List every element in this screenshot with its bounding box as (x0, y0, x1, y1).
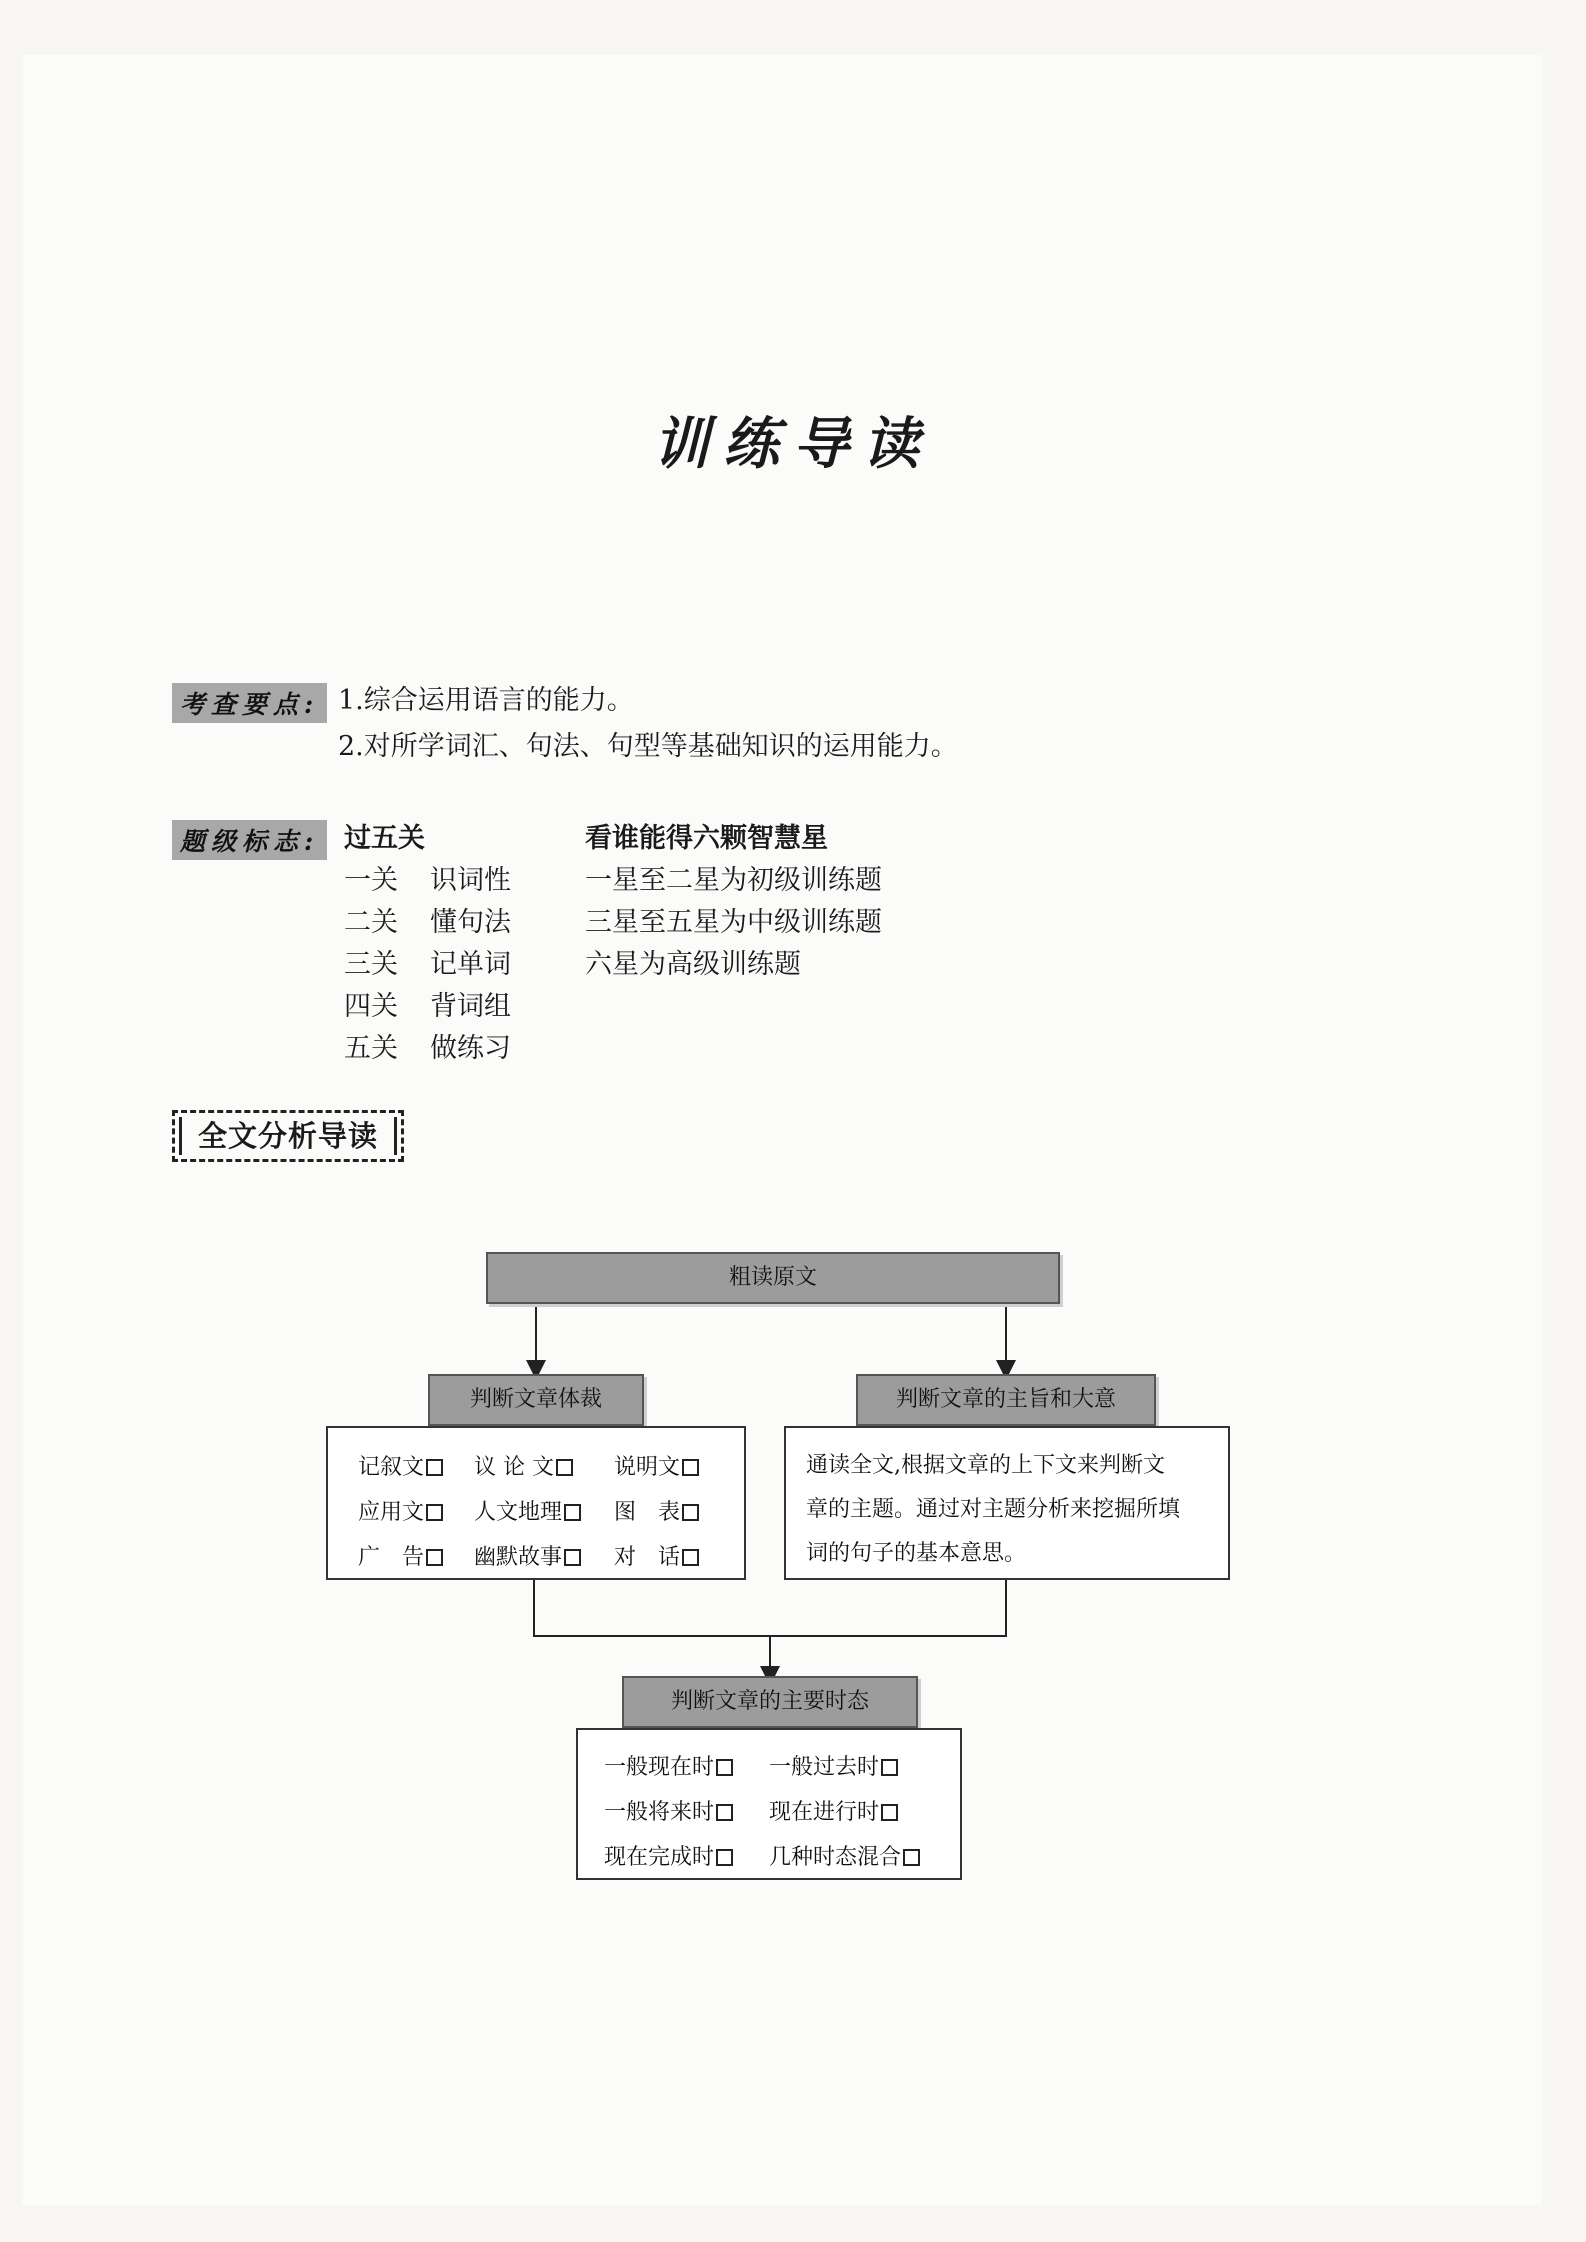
star-level-item: 一星至二星为初级训练题 (585, 865, 882, 896)
tense-option: 一般现在时 (604, 1750, 769, 1781)
checkbox-icon[interactable] (716, 1759, 733, 1776)
checkbox-icon[interactable] (426, 1459, 443, 1476)
tense-header: 判断文章的主要时态 (622, 1676, 918, 1728)
exam-points-tag: 考查要点: (172, 683, 327, 723)
star-level-item: 三星至五星为中级训练题 (585, 907, 882, 938)
section-banner: 全文分析导读 (172, 1110, 404, 1162)
genre-option: 应用文 (358, 1495, 474, 1526)
genre-option: 广 告 (358, 1540, 474, 1571)
pass-skill: 背词组 (430, 991, 511, 1022)
checkbox-icon[interactable] (564, 1549, 581, 1566)
theme-header: 判断文章的主旨和大意 (856, 1374, 1156, 1426)
checkbox-icon[interactable] (881, 1759, 898, 1776)
genre-option: 人文地理 (474, 1495, 614, 1526)
tense-option: 几种时态混合 (769, 1840, 959, 1871)
levels-tag: 题级标志: (172, 820, 327, 860)
pass-skill: 做练习 (430, 1033, 511, 1064)
tense-option: 一般将来时 (604, 1795, 769, 1826)
checkbox-icon[interactable] (426, 1549, 443, 1566)
checkbox-icon[interactable] (682, 1504, 699, 1521)
genre-option: 幽默故事 (474, 1540, 614, 1571)
genre-header: 判断文章体裁 (428, 1374, 644, 1426)
pass-skill: 懂句法 (430, 907, 511, 938)
pass-skill: 识词性 (430, 865, 511, 896)
exam-point-2: 2.对所学词汇、句法、句型等基础知识的运用能力。 (338, 731, 958, 762)
pass-label: 二关 (344, 907, 398, 938)
theme-line: 词的句子的基本意思。 (806, 1541, 1027, 1566)
genre-box (326, 1426, 746, 1580)
tense-box (576, 1728, 962, 1880)
checkbox-icon[interactable] (682, 1459, 699, 1476)
checkbox-icon[interactable] (903, 1849, 920, 1866)
genre-option: 对 话 (614, 1540, 724, 1571)
theme-line: 通读全文,根据文章的上下文来判断文 (806, 1453, 1165, 1478)
pass-label: 一关 (344, 865, 398, 896)
tense-option: 现在完成时 (604, 1840, 769, 1871)
genre-option: 议 论 文 (474, 1450, 614, 1481)
checkbox-icon[interactable] (564, 1504, 581, 1521)
star-level-item: 六星为高级训练题 (585, 949, 801, 980)
checkbox-icon[interactable] (716, 1804, 733, 1821)
genre-option: 记叙文 (358, 1450, 474, 1481)
pass-label: 四关 (344, 991, 398, 1022)
checkbox-icon[interactable] (682, 1549, 699, 1566)
checkbox-icon[interactable] (881, 1804, 898, 1821)
skim-text-node: 粗读原文 (486, 1252, 1060, 1304)
pass-label: 三关 (344, 949, 398, 980)
checkbox-icon[interactable] (716, 1849, 733, 1866)
genre-option: 说明文 (614, 1450, 724, 1481)
genre-option: 图 表 (614, 1495, 724, 1526)
exam-point-1: 1.综合运用语言的能力。 (338, 685, 634, 716)
page-title: 训练导读 (653, 411, 933, 477)
checkbox-icon[interactable] (426, 1504, 443, 1521)
pass-label: 五关 (344, 1033, 398, 1064)
pass-skill: 记单词 (430, 949, 511, 980)
tense-option: 现在进行时 (769, 1795, 959, 1826)
five-passes-heading: 过五关 (344, 823, 425, 854)
stars-heading: 看谁能得六颗智慧星 (585, 823, 828, 854)
theme-box (784, 1426, 1230, 1580)
checkbox-icon[interactable] (556, 1459, 573, 1476)
theme-line: 章的主题。通过对主题分析来挖掘所填 (806, 1497, 1181, 1522)
tense-option: 一般过去时 (769, 1750, 959, 1781)
